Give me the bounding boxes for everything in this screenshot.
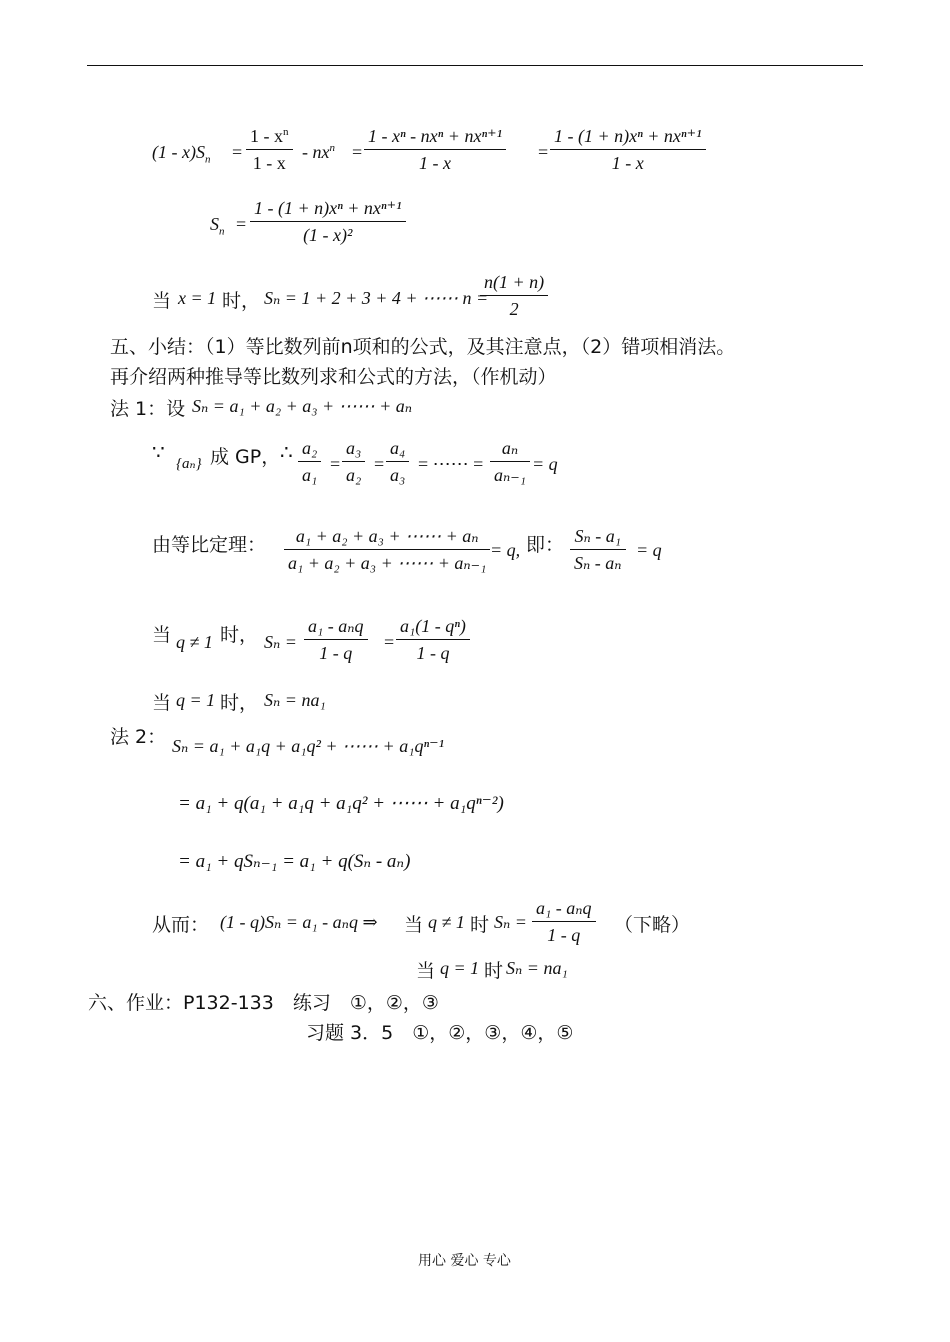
eq1-fraction-1: $\frac{1 - x^n}{1 - x}$ [246, 126, 293, 174]
eq2-fraction: 1 - (1 + n)xⁿ + nxⁿ⁺¹ (1 - x)² [250, 198, 406, 246]
eq1-equals-3: = [538, 142, 549, 162]
summary-line-1: 五、小结：（1）等比数列前n项和的公式，及其注意点，（2）错项相消法。 [110, 336, 736, 358]
conclusion-condition: q ≠ 1 [428, 912, 465, 932]
eq3-expression: Sₙ = 1 + 2 + 3 + 4 + ⋯⋯ n = [264, 288, 489, 308]
case2-then: 时， [220, 692, 259, 714]
therefore-icon: ∴ [280, 442, 293, 464]
conclusion-expression: (1 - q)Sₙ = a₁ - aₙq ⇒ [220, 912, 378, 932]
eq3-condition: x = 1 [178, 288, 217, 308]
method2-label: 法 2： [110, 726, 167, 748]
summary-line-2: 再介绍两种推导等比数列求和公式的方法，（作机动） [110, 366, 557, 388]
eq3-when: 当 [152, 290, 172, 312]
conclusion-lhs: Sₙ = [494, 912, 527, 932]
conclusion2-then: 时 [484, 960, 504, 982]
case1-then: 时， [220, 624, 259, 646]
ie-label: 即： [526, 534, 565, 556]
case1-equals: = [384, 632, 395, 652]
method2-line-2: = a₁ + q(a₁ + a₁q + a₁q² + ⋯⋯ + a₁qⁿ⁻²) [178, 793, 504, 814]
case1-lhs: Sₙ = [264, 632, 297, 652]
conclusion2-condition: q = 1 [440, 958, 480, 978]
method2-line-1: Sₙ = a₁ + a₁q + a₁q² + ⋯⋯ + a₁qⁿ⁻¹ [172, 736, 445, 756]
conclusion-fraction: a₁ - aₙq 1 - q [532, 898, 596, 946]
eq1-equals-1: = [232, 142, 243, 162]
eq2-equals: = [236, 214, 247, 234]
eq1-equals-2: = [352, 142, 363, 162]
theorem-fraction: $\frac{\text{a₁ + a₂ + a₃ + ⋯⋯ + aₙ}}{\text{a₁ + a₂ + a₃ + ⋯⋯ + aₙ₋₁}}$ [284, 526, 490, 574]
ratio-equals-2: = [374, 454, 385, 474]
eq3-then: 时， [222, 290, 261, 312]
theorem-tail: = q, [490, 540, 521, 560]
theorem-label: 由等比定理： [152, 534, 267, 556]
gp-text: 成 GP， [210, 446, 281, 468]
method2-line-3: = a₁ + qSₙ₋₁ = a₁ + q(Sₙ - aₙ) [178, 851, 411, 872]
conclusion-label: 从而： [152, 914, 210, 936]
eq1-lhs: $(1 - x)S_n$ [152, 142, 211, 166]
eq1-mid-term: - $nx^n$ [302, 142, 335, 162]
method1-label: 法 1：设 [110, 398, 186, 420]
conclusion-then: 时 [470, 914, 490, 936]
case1-when: 当 [152, 624, 172, 646]
ratio-fraction-n: $\frac{\text{aₙ}}{\text{aₙ₋₁}}$ [490, 438, 530, 486]
eq3-fraction: $\frac{n(1 + n)}{2}$ [480, 272, 548, 320]
case1-fraction-2: $\frac{\text{a₁(1 - qⁿ)}}{1 - q}$ [396, 616, 470, 664]
case1-condition: q ≠ 1 [176, 632, 213, 652]
header-rule [87, 65, 863, 66]
homework-line-2: 习题 3．5 ①，②，③，④，⑤ [306, 1022, 574, 1044]
case2-when: 当 [152, 692, 172, 714]
eq2-lhs: $S_n$ [210, 214, 225, 238]
ratio-tail: = q [532, 454, 558, 474]
conclusion-when: 当 [404, 914, 424, 936]
homework-line-1: 六、作业：P132-133 练习 ①，②，③ [88, 992, 439, 1014]
ratio-dots: = ⋯⋯ = [418, 454, 484, 474]
page-footer: 用心 爱心 专心 [418, 1253, 511, 1269]
case1-fraction-1: a₁ - aₙq 1 - q [304, 616, 368, 664]
method1-definition: Sₙ = a₁ + a₂ + a₃ + ⋯⋯ + aₙ [192, 396, 413, 416]
ratio-equals-1: = [330, 454, 341, 474]
case2-condition: q = 1 [176, 690, 216, 710]
ratio-fraction-3: $\frac{\text{a₄}}{\text{a₃}}$ [386, 438, 409, 486]
conclusion2-expression: Sₙ = na₁ [506, 958, 568, 978]
eq1-fraction-3: 1 - (1 + n)xⁿ + nxⁿ⁺¹ 1 - x [550, 126, 706, 174]
eq1-fraction-2: 1 - xⁿ - nxⁿ + nxⁿ⁺¹ 1 - x [364, 126, 506, 174]
ratio-fraction-1: $\frac{\text{a₂}}{\text{a₁}}$ [298, 438, 321, 486]
ie-tail: = q [636, 540, 662, 560]
conclusion2-when: 当 [416, 960, 436, 982]
conclusion-note: （下略） [614, 914, 691, 936]
case2-expression: Sₙ = na₁ [264, 690, 326, 710]
sequence-symbol: {aₙ} [176, 456, 202, 472]
because-icon: ∵ [152, 442, 165, 464]
ratio-fraction-2: $\frac{\text{a₃}}{\text{a₂}}$ [342, 438, 365, 486]
ie-fraction: $\frac{\text{Sₙ - a₁}}{\text{Sₙ - aₙ}}$ [570, 526, 626, 574]
